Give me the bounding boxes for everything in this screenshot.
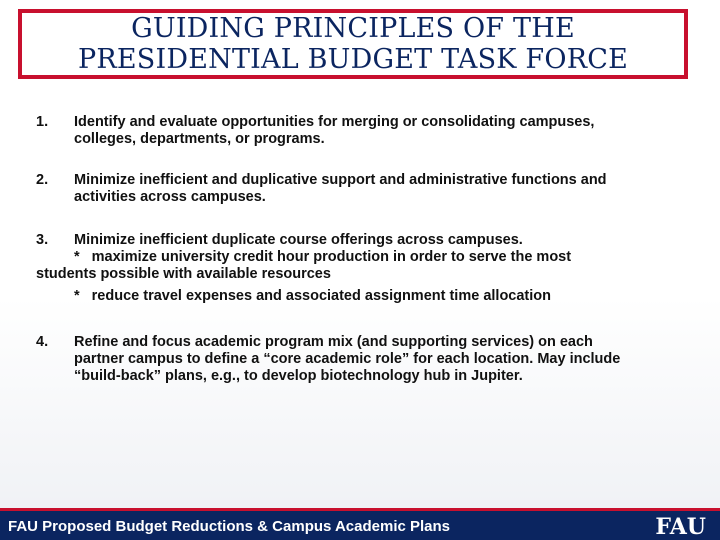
title-line-1: GUIDING PRINCIPLES OF THE xyxy=(131,13,575,44)
item-line: Minimize inefficient duplicate course offerings across campuses. xyxy=(74,232,523,248)
item-number: 1. xyxy=(36,114,49,130)
item-number: 2. xyxy=(36,172,49,188)
bullet-star: * xyxy=(74,288,80,304)
item-line: Minimize inefficient and duplicative support and administrative functions and xyxy=(74,172,607,188)
subpoint xyxy=(74,288,674,305)
item-text xyxy=(74,114,674,148)
footer-title: FAU Proposed Budget Reductions & Campus Academic Plans xyxy=(8,518,451,535)
subpoint xyxy=(74,249,674,266)
item-text xyxy=(74,172,674,206)
item-number: 3. xyxy=(36,232,49,248)
item-line: activities across campuses. xyxy=(74,189,266,205)
fau-logo: FAU xyxy=(655,514,706,540)
item-text xyxy=(74,334,674,385)
item-number: 4. xyxy=(36,334,49,350)
item-line: Refine and focus academic program mix (and supporting services) on each xyxy=(74,334,593,350)
item-line: “build-back” plans, e.g., to develop biotechnology hub in Jupiter. xyxy=(74,368,523,384)
subpoint-line: students possible with available resources xyxy=(36,266,331,282)
item-line: colleges, departments, or programs. xyxy=(74,131,325,147)
footer-bar xyxy=(0,508,720,540)
item-text xyxy=(36,232,674,305)
title-line-2: PRESIDENTIAL BUDGET TASK FORCE xyxy=(78,44,628,75)
subpoint-line: maximize university credit hour production in order to serve the most xyxy=(91,249,572,265)
bullet-star: * xyxy=(74,249,80,265)
title-box xyxy=(18,9,688,79)
subpoint-line: reduce travel expenses and associated assignment time allocation xyxy=(91,288,552,304)
item-line: Identify and evaluate opportunities for merging or consolidating campuses, xyxy=(74,114,595,130)
item-line: partner campus to define a “core academic role” for each location. May include xyxy=(74,351,621,367)
